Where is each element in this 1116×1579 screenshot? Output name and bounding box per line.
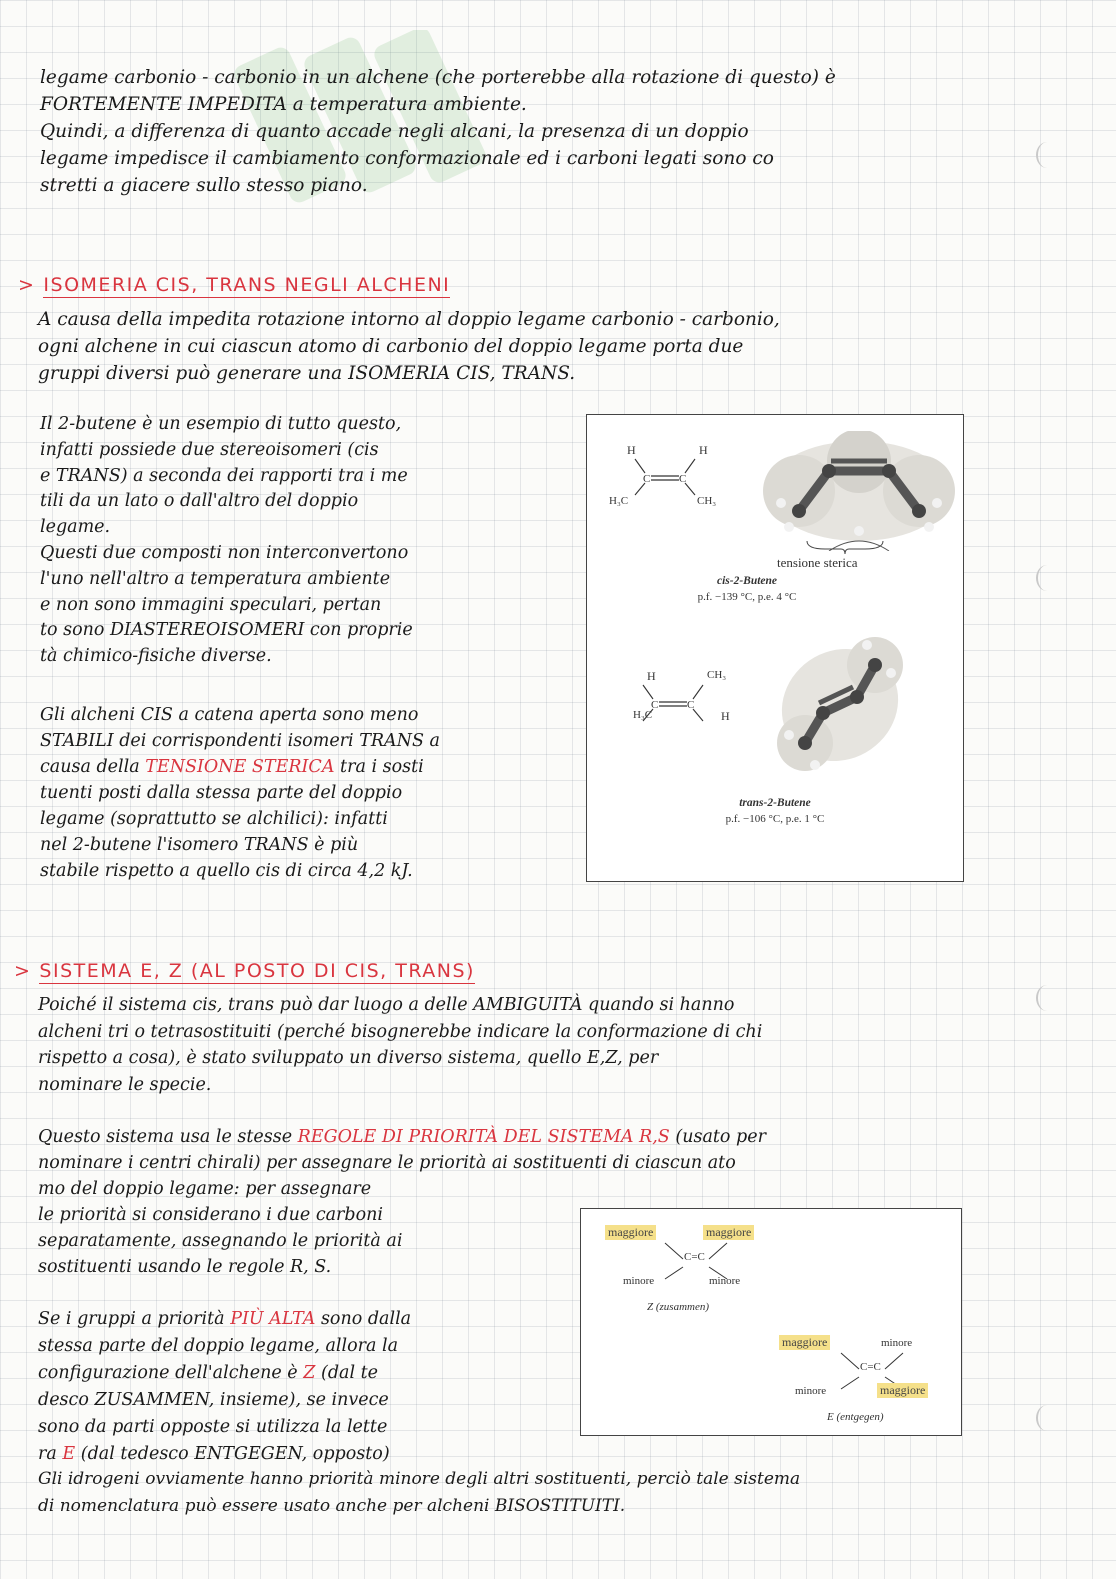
- cis-ch3-left: H₃C: [609, 495, 629, 507]
- cis-structure-diagram: [607, 443, 727, 523]
- text-line: FORTEMENTE IMPEDITA a temperatura ambiente.: [40, 94, 527, 115]
- text-fragment: tra i sosti: [340, 757, 424, 777]
- trans-name: trans-2-Butene: [739, 797, 811, 809]
- text-line: e TRANS) a seconda dei rapporti tra i me: [40, 465, 408, 486]
- arrow-marker-icon: >: [18, 274, 36, 296]
- text-line: nominare i centri chirali) per assegnare le priorità ai sostituenti di ciascun ato: [38, 1153, 736, 1173]
- text-fragment: Se i gruppi a priorità: [38, 1309, 225, 1329]
- text-line: infatti possiede due stereoisomeri (cis: [40, 439, 379, 460]
- z-label: Z (zusammen): [647, 1301, 710, 1313]
- highlight-term: Z: [303, 1363, 316, 1383]
- text-fragment: ra: [38, 1444, 57, 1464]
- text-line: stretti a giacere sullo stesso piano.: [40, 175, 368, 196]
- text-line: legame impedisce il cambiamento conformazionale ed i carboni legati sono co: [40, 148, 774, 169]
- text-line: legame carbonio - carbonio in un alchene (che porterebbe alla rotazione di questo) è: [40, 67, 836, 88]
- ez-intro-paragraph: [38, 992, 1028, 1098]
- highlight-term: REGOLE DI PRIORITÀ DEL SISTEMA R,S: [297, 1127, 670, 1147]
- text-line: legame.: [40, 517, 111, 538]
- text-line: Gli alcheni CIS a catena aperta sono meno: [40, 705, 419, 725]
- butene-figure: [586, 414, 964, 882]
- cis-trans-intro: [38, 306, 1028, 387]
- text-line: Poiché il sistema cis, trans può dar luogo a delle AMBIGUITÀ quando si hanno: [38, 995, 735, 1015]
- text-line: rispetto a cosa), è stato sviluppato un diverso sistema, quello E,Z, per: [38, 1048, 659, 1068]
- highlight-term: E: [62, 1444, 76, 1464]
- steric-label: tensione sterica: [777, 555, 858, 570]
- e-bot-right: maggiore: [877, 1383, 928, 1398]
- cis-h-right: H: [699, 443, 708, 457]
- heading-cis-trans: [18, 272, 450, 298]
- trans-data: p.f. −106 °C, p.e. 1 °C: [725, 813, 825, 825]
- trans-ch3-left: H₃C: [633, 709, 653, 721]
- text-line: Questi due composti non interconvertono: [40, 542, 409, 563]
- text-line: tili da un lato o dall'altro del doppio: [40, 491, 359, 512]
- arrow-marker-icon: >: [14, 960, 32, 982]
- cis-name: cis-2-Butene: [716, 575, 778, 587]
- text-line: to sono DIASTEREOISOMERI con proprie: [40, 620, 413, 641]
- text-line: e non sono immagini speculari, pertan: [40, 594, 382, 615]
- text-fragment: configurazione dell'alchene è: [38, 1363, 298, 1383]
- text-line: mo del doppio legame: per assegnare: [38, 1179, 372, 1199]
- text-line: sono da parti opposte si utilizza la lette: [38, 1417, 388, 1437]
- cis-molecule-model: [759, 431, 959, 551]
- svg-text:C: C: [643, 473, 651, 485]
- text-fragment: sono dalla: [320, 1309, 412, 1329]
- text-line: tà chimico-fisiche diverse.: [40, 646, 272, 667]
- text-fragment: causa della: [40, 757, 140, 777]
- trans-molecule-model: [775, 635, 905, 775]
- text-line: stessa parte del doppio legame, allora la: [38, 1336, 399, 1356]
- text-line: Quindi, a differenza di quanto accade negli alcani, la presenza di un doppio: [40, 121, 749, 142]
- text-fragment: (usato per: [675, 1127, 766, 1147]
- text-line: Gli idrogeni ovviamente hanno priorità minore degli altri sostituenti, perciò tale sistema: [38, 1469, 801, 1489]
- ez-figure: [580, 1208, 962, 1436]
- ez-config-paragraph: [38, 1306, 558, 1468]
- text-line: desco ZUSAMMEN, insieme), se invece: [38, 1390, 389, 1410]
- z-bot-left: minore: [623, 1275, 655, 1287]
- svg-text:C: C: [651, 699, 659, 711]
- heading-ez: [14, 958, 475, 984]
- binder-hole: [1036, 565, 1058, 591]
- cis-ch3-right: CH₃: [697, 495, 717, 507]
- text-line: l'uno nell'altro a temperatura ambiente: [40, 568, 391, 589]
- text-line: sostituenti usando le regole R, S.: [38, 1257, 332, 1277]
- cis-data: p.f. −139 °C, p.e. 4 °C: [697, 591, 797, 603]
- ez-final-paragraph: [38, 1466, 1038, 1520]
- text-line: le priorità si considerano i due carboni: [38, 1205, 384, 1225]
- trans-ch3-right: CH₃: [707, 669, 727, 681]
- text-line: alcheni tri o tetrasostituiti (perché bisognerebbe indicare la conformazione di chi: [38, 1021, 763, 1042]
- text-line: [38, 1124, 1028, 1150]
- text-line: [40, 754, 570, 780]
- binder-hole: [1036, 1405, 1058, 1431]
- e-top-right: minore: [881, 1337, 913, 1349]
- highlight-term: TENSIONE STERICA: [145, 757, 335, 777]
- z-top-right: maggiore: [703, 1225, 754, 1240]
- cis-h-left: H: [627, 443, 636, 457]
- heading-text: SISTEMA E, Z (AL POSTO DI CIS, TRANS): [39, 960, 475, 982]
- svg-text:C: C: [679, 473, 687, 485]
- text-fragment: (dal te: [321, 1363, 379, 1383]
- e-double-bond: C=C: [860, 1361, 881, 1373]
- text-line: gruppi diversi può generare una ISOMERIA CIS, TRANS.: [38, 363, 576, 384]
- text-line: separatamente, assegnando le priorità ai: [38, 1231, 403, 1251]
- stability-paragraph: [40, 702, 570, 884]
- text-line: Il 2-butene è un esempio di tutto questo,: [40, 414, 402, 434]
- butene-paragraph: [40, 412, 570, 670]
- e-label: E (entgegen): [827, 1411, 884, 1423]
- text-line: nel 2-butene l'isomero TRANS è più: [40, 835, 359, 855]
- z-top-left: maggiore: [605, 1225, 656, 1240]
- text-fragment: Questo sistema usa le stesse: [38, 1127, 293, 1147]
- text-line: [38, 1306, 558, 1333]
- text-line: legame (soprattutto se alchilici): infatti: [40, 809, 388, 829]
- z-bot-right: minore: [709, 1275, 741, 1287]
- text-line: [38, 1360, 558, 1387]
- text-line: stabile rispetto a quello cis di circa 4,2 kJ.: [40, 861, 413, 881]
- trans-h-right: H: [721, 709, 730, 723]
- text-line: A causa della impedita rotazione intorno al doppio legame carbonio - carbonio,: [38, 309, 780, 330]
- steric-brace: [805, 539, 885, 555]
- e-top-left: maggiore: [779, 1335, 830, 1350]
- binder-hole: [1036, 985, 1058, 1011]
- e-bot-left: minore: [795, 1385, 827, 1397]
- text-line: STABILI dei corrispondenti isomeri TRANS a: [40, 731, 440, 751]
- text-line: [38, 1441, 558, 1468]
- intro-paragraph: [40, 64, 1030, 199]
- trans-h-left: H: [647, 669, 656, 683]
- text-line: ogni alchene in cui ciascun atomo di carbonio del doppio legame porta due: [38, 336, 744, 357]
- binder-hole: [1036, 142, 1058, 168]
- z-double-bond: C=C: [684, 1251, 705, 1263]
- text-line: di nomenclatura può essere usato anche per alcheni BISOSTITUITI.: [38, 1496, 626, 1516]
- text-line: tuenti posti dalla stessa parte del doppio: [40, 783, 403, 803]
- svg-text:C: C: [687, 699, 695, 711]
- text-line: nominare le specie.: [38, 1074, 212, 1095]
- heading-text: ISOMERIA CIS, TRANS NEGLI ALCHENI: [43, 274, 451, 296]
- highlight-term: PIÙ ALTA: [230, 1309, 316, 1329]
- text-fragment: (dal tedesco ENTGEGEN, opposto): [80, 1444, 390, 1464]
